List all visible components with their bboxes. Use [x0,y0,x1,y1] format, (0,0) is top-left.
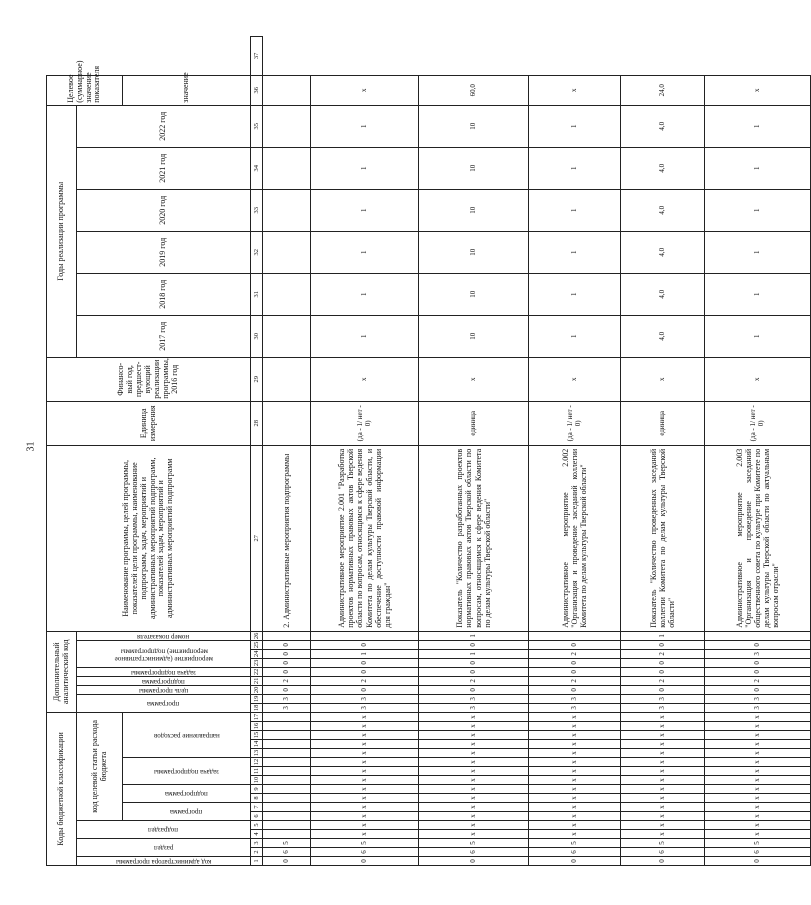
column-number: 19 [251,694,263,703]
code-cell: 5 [705,839,811,848]
code-cell: х [419,767,529,776]
target-value-cell: х [705,75,811,105]
code-cell: 0 [529,857,621,866]
name-header: Наименование программы, целей программы, показателей цели программы, наименование подпрограмм, задач, мероприятий и административных мероприятий подпрограмм, показателей задач, мероприятий и административных мероприятий подпрограмм [47,445,251,631]
year-value-cell: 1 [311,273,419,315]
year-value-cell [263,189,311,231]
code-cell: х [529,712,621,721]
table-row [705,37,811,866]
code-cell: х [419,821,529,830]
code-cell [263,821,311,830]
code-cell: х [705,758,811,767]
code-cell: х [529,767,621,776]
year-value-cell [263,273,311,315]
code-cell: х [621,758,705,767]
table-row [311,37,419,866]
code-cell: 0 [311,640,419,649]
an-measure-header: мероприятие (административное мероприятие) подпрограммы [114,646,213,663]
target-value-cell [263,75,311,105]
code-cell: 6 [419,848,529,857]
code-cell: х [705,749,811,758]
column-number: 2 [251,848,263,857]
year-value-cell: 4,0 [621,273,705,315]
column-number: 7 [251,803,263,812]
code-cell: х [621,812,705,821]
code-cell: 6 [311,848,419,857]
code-cell [263,731,311,740]
table-row [621,37,705,866]
code-cell: х [705,812,811,821]
code-cell: х [311,767,419,776]
code-cell: 0 [311,685,419,694]
target-article-header: код целевой статьи расхода бюджета [77,712,123,820]
column-number: 10 [251,776,263,785]
code-cell: х [529,794,621,803]
column-number: 25 [251,640,263,649]
code-cell: х [419,830,529,839]
year-value-cell [263,105,311,147]
program-code-header: программа [170,808,203,817]
name-cell: Административное мероприятие 2.003 "Организация и проведение заседаний общественного совета по культуре при Комитете по делам культуры Тверской области по актуальным вопросам отрасли" [705,445,811,631]
code-cell: х [621,740,705,749]
target-value-cell: 60,0 [419,75,529,105]
column-number: 30 [251,315,263,357]
column-number: 4 [251,830,263,839]
finance-year-cell: х [621,357,705,401]
column-number: 31 [251,273,263,315]
code-cell: 2 [311,676,419,685]
year-value-cell: 1 [705,231,811,273]
code-cell: х [705,803,811,812]
unit-cell: единица [419,401,529,445]
column-number: 36 [251,75,263,105]
column-number: 15 [251,731,263,740]
code-cell: 0 [529,667,621,676]
code-cell: х [621,803,705,812]
year-2020-header: 2020 год [77,189,251,231]
column-number: 16 [251,722,263,731]
name-cell: Административное мероприятие 2.001 "Разработка проектов нормативных правовых актов Тверской области по вопросам, относящимся к сфере ведения Комитета по делам культуры Тверской области, и обеспечение доступности правовой информации для граждан" [311,445,419,631]
code-cell [311,631,419,640]
column-number: 21 [251,676,263,685]
year-value-cell: 10 [419,273,529,315]
year-value-cell: 1 [529,189,621,231]
column-number: 34 [251,147,263,189]
code-cell: 0 [263,667,311,676]
code-cell: 0 [705,667,811,676]
unit-cell: единица [621,401,705,445]
column-number: 3 [251,839,263,848]
code-cell: х [529,749,621,758]
code-cell [263,631,311,640]
target-value-cell: 24,0 [621,75,705,105]
rotated-page [46,36,781,866]
code-cell: х [621,722,705,731]
code-cell: х [311,749,419,758]
table-row [419,37,529,866]
table-row [529,37,621,866]
year-value-cell: 1 [311,189,419,231]
code-cell: 0 [705,640,811,649]
code-cell: 3 [705,703,811,712]
code-cell: 0 [529,640,621,649]
code-cell: 0 [263,658,311,667]
code-cell: 0 [311,667,419,676]
year-value-cell: 1 [311,147,419,189]
code-cell: 3 [311,694,419,703]
column-number: 20 [251,685,263,694]
code-cell [263,794,311,803]
finance-year-cell: х [705,357,811,401]
finance-year-header: Финансо-вый год, предшест-вующий реализации программы, 2016 год [47,357,251,401]
code-cell: х [621,821,705,830]
program-admin-header: код администратора программы [115,857,212,866]
year-2017-header: 2017 год [77,315,251,357]
year-value-cell [263,147,311,189]
code-cell: 2 [621,676,705,685]
years-group-header: Годы реализации программы [47,105,77,357]
code-cell: х [705,776,811,785]
code-cell: 0 [705,658,811,667]
code-cell: 0 [263,685,311,694]
year-value-cell: 1 [529,273,621,315]
year-value-cell: 4,0 [621,315,705,357]
code-cell: 3 [419,703,529,712]
code-cell: 2 [529,676,621,685]
target-value-cell: х [311,75,419,105]
code-cell: 1 [621,631,705,640]
code-cell: х [705,712,811,721]
an-program-header: программа [147,700,180,709]
finance-year-cell [263,357,311,401]
code-cell [705,631,811,640]
code-cell: х [529,830,621,839]
code-cell: х [705,794,811,803]
column-number: 24 [251,649,263,658]
code-cell: х [311,758,419,767]
code-cell: х [419,749,529,758]
year-value-cell: 1 [311,315,419,357]
target-value-header: значение [123,75,251,105]
code-cell: х [419,776,529,785]
code-cell: х [419,731,529,740]
code-cell: х [311,794,419,803]
finance-year-cell: х [419,357,529,401]
column-number: 32 [251,231,263,273]
code-cell: 0 [621,857,705,866]
column-numbers-row [251,37,263,866]
code-cell: х [705,740,811,749]
code-cell: 0 [705,685,811,694]
code-cell: х [529,722,621,731]
code-cell: 0 [311,658,419,667]
year-value-cell: 1 [705,189,811,231]
code-cell: 6 [621,848,705,857]
target-value-cell: х [529,75,621,105]
code-cell: 0 [263,649,311,658]
code-cell: х [621,785,705,794]
code-cell: х [419,758,529,767]
code-cell [263,785,311,794]
code-cell: 3 [529,694,621,703]
column-number: 6 [251,812,263,821]
code-cell: 3 [621,694,705,703]
code-cell: 0 [621,658,705,667]
code-cell: 6 [529,848,621,857]
code-cell: х [705,731,811,740]
code-cell: х [311,740,419,749]
unit-cell: (да - 1/ нет - 0) [705,401,811,445]
code-cell: 0 [529,685,621,694]
year-value-cell: 4,0 [621,147,705,189]
code-cell [263,749,311,758]
code-cell: 2 [263,676,311,685]
code-cell: х [621,712,705,721]
code-cell: х [705,830,811,839]
code-cell: 1 [311,649,419,658]
code-cell: 3 [419,694,529,703]
year-value-cell: 1 [529,231,621,273]
code-cell [263,830,311,839]
code-cell: 0 [529,658,621,667]
name-cell: 2. Административные мероприятия подпрограммы [263,445,311,631]
column-number: 5 [251,821,263,830]
code-cell: х [529,740,621,749]
code-cell: 2 [705,676,811,685]
unit-cell: (да - 1/ нет - 0) [311,401,419,445]
an-subprogram-header: подпрограмма [142,677,185,686]
subsection-header: подраздел [148,826,179,835]
year-value-cell: 4,0 [621,231,705,273]
code-cell [263,767,311,776]
code-cell: 0 [419,640,529,649]
budget-classification-header: Коды бюджетной классификации [47,712,77,865]
column-number: 9 [251,785,263,794]
column-number: 28 [251,401,263,445]
year-value-cell: 4,0 [621,105,705,147]
code-cell: 0 [419,857,529,866]
code-cell: 1 [419,649,529,658]
table-row [263,37,311,866]
code-cell: 0 [419,658,529,667]
program-indicators-table [46,36,811,866]
column-number: 35 [251,105,263,147]
year-value-cell: 1 [311,231,419,273]
code-cell: 3 [263,694,311,703]
name-cell: Показатель "Количество проведенных заседаний коллегии Комитета по делам культуры Тверской области" [621,445,705,631]
code-cell: 3 [263,703,311,712]
code-cell: 1 [419,631,529,640]
code-cell: х [621,830,705,839]
column-number: 11 [251,767,263,776]
analytic-code-header: Дополнительный аналитический код [47,631,77,712]
column-number: 23 [251,658,263,667]
finance-year-cell: х [529,357,621,401]
code-cell: х [621,776,705,785]
name-cell: Показатель "Количество разработанных проектов нормативных правовых актов Тверской области по вопросам, относящимся к сфере ведения Комитета по делам культуры Тверской области" [419,445,529,631]
code-cell: х [529,821,621,830]
year-2021-header: 2021 год [77,147,251,189]
code-cell: х [621,731,705,740]
code-cell [263,776,311,785]
code-cell: х [705,722,811,731]
column-number: 33 [251,189,263,231]
column-number: 1 [251,857,263,866]
code-cell: х [311,803,419,812]
name-cell: Административное мероприятие 2.002 "Организация и проведение заседаний коллегии Комитета по делам культуры Тверской области" [529,445,621,631]
year-value-cell [263,231,311,273]
code-cell: х [419,712,529,721]
finance-year-cell: х [311,357,419,401]
code-cell: 0 [621,685,705,694]
code-cell: 0 [263,640,311,649]
code-cell: 0 [621,667,705,676]
code-cell: х [311,722,419,731]
code-cell: х [419,803,529,812]
target-header: Целевое (суммарное) значение показателя [47,75,123,105]
year-value-cell: 1 [311,105,419,147]
code-cell: 6 [705,848,811,857]
code-cell: х [419,785,529,794]
code-cell: х [419,794,529,803]
year-value-cell: 1 [529,315,621,357]
column-number: 22 [251,667,263,676]
code-cell: х [311,830,419,839]
code-cell: 0 [705,857,811,866]
code-cell: 2 [529,649,621,658]
an-indicator-header: номер показателя [137,632,190,641]
an-goal-header: цель программы [138,686,189,695]
year-value-cell: 1 [705,315,811,357]
year-2019-header: 2019 год [77,231,251,273]
column-number: 12 [251,758,263,767]
code-cell [263,712,311,721]
code-cell: х [311,776,419,785]
code-cell: 0 [621,640,705,649]
year-value-cell: 4,0 [621,189,705,231]
code-cell: х [705,821,811,830]
code-cell: х [529,785,621,794]
an-task-header: задача подпрограммы [130,668,197,677]
code-cell [529,631,621,640]
column-number: 18 [251,703,263,712]
code-cell: 5 [263,839,311,848]
code-cell [263,803,311,812]
code-cell: х [311,712,419,721]
year-2022-header: 2022 год [77,105,251,147]
code-cell: 6 [263,848,311,857]
code-cell [263,812,311,821]
year-value-cell [263,315,311,357]
year-2018-header: 2018 год [77,273,251,315]
unit-header: Единица измерения [47,401,251,445]
code-cell: х [419,740,529,749]
column-number: 29 [251,357,263,401]
code-cell: х [705,785,811,794]
code-cell: х [529,731,621,740]
year-value-cell: 10 [419,231,529,273]
code-cell: х [311,731,419,740]
code-cell: 5 [529,839,621,848]
year-value-cell: 1 [705,105,811,147]
code-cell [263,722,311,731]
code-cell: х [419,722,529,731]
code-cell: х [311,821,419,830]
column-number: 8 [251,794,263,803]
year-value-cell: 10 [419,315,529,357]
code-cell: 3 [705,649,811,658]
code-cell: 3 [621,703,705,712]
code-cell: х [529,812,621,821]
code-cell: х [621,749,705,758]
code-cell: 5 [621,839,705,848]
code-cell: х [529,758,621,767]
year-value-cell: 1 [705,147,811,189]
column-number: 17 [251,712,263,721]
code-cell: 5 [311,839,419,848]
code-cell: 0 [311,857,419,866]
year-value-cell: 1 [529,105,621,147]
subprogram-code-header: подпрограмма [165,790,208,799]
code-cell: х [621,767,705,776]
column-number: 14 [251,740,263,749]
code-cell: 0 [263,857,311,866]
year-value-cell: 10 [419,189,529,231]
code-cell [263,758,311,767]
task-code-header: задача подпрограммы [153,767,220,776]
year-value-cell: 1 [529,147,621,189]
code-cell: 3 [529,703,621,712]
code-cell: 2 [419,676,529,685]
unit-cell [263,401,311,445]
code-cell: х [529,776,621,785]
column-number: 37 [251,37,263,76]
column-number: 13 [251,749,263,758]
year-value-cell: 10 [419,147,529,189]
code-cell: х [419,812,529,821]
year-value-cell: 10 [419,105,529,147]
code-cell: 3 [705,694,811,703]
code-cell: х [311,785,419,794]
code-cell: х [705,767,811,776]
code-cell: х [529,803,621,812]
code-cell: 5 [419,839,529,848]
column-number: 27 [251,445,263,631]
column-number: 26 [251,631,263,640]
code-cell: х [311,812,419,821]
section-header: раздел [153,844,174,853]
unit-cell: (да - 1/ нет - 0) [529,401,621,445]
year-value-cell: 1 [705,273,811,315]
code-cell [263,740,311,749]
code-cell: 2 [621,649,705,658]
code-cell: 3 [311,703,419,712]
page-number: 31 [25,441,37,452]
code-cell: 0 [419,685,529,694]
direction-code-header: направление расходов [153,731,220,740]
code-cell: х [621,794,705,803]
code-cell: 0 [419,667,529,676]
